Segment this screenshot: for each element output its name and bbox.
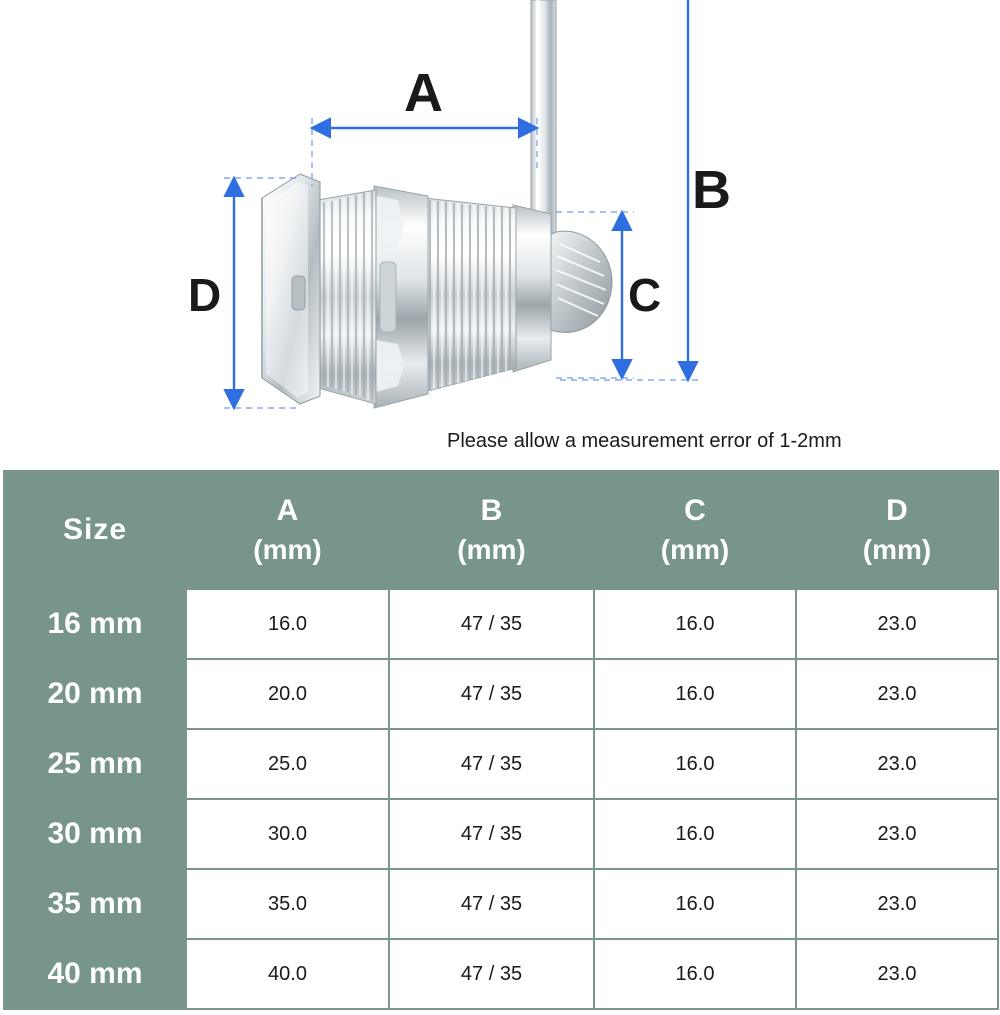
- dimension-label-c: C: [628, 269, 662, 321]
- row-value-b: 47 / 35: [389, 589, 594, 659]
- header-col-a-unit: (mm): [253, 534, 322, 566]
- table-row: [4, 589, 998, 659]
- header-col-c-unit: (mm): [660, 534, 730, 566]
- product-dimension-diagram: [0, 0, 1000, 470]
- header-col-c-letter: C: [684, 493, 706, 527]
- row-value-d: 23.0: [796, 589, 998, 659]
- header-col-d-unit: (mm): [862, 534, 932, 566]
- header-col-d: [796, 471, 998, 589]
- lock-illustration: [0, 0, 1000, 470]
- row-size: 16 mm: [4, 589, 186, 659]
- row-value-a: 30.0: [186, 799, 389, 869]
- header-size: Size: [4, 471, 186, 589]
- header-col-a-letter: A: [276, 493, 299, 527]
- table-body: [4, 589, 998, 1009]
- row-value-d: 23.0: [796, 799, 998, 869]
- row-value-c: 16.0: [594, 659, 796, 729]
- row-size: 40 mm: [4, 939, 186, 1009]
- row-size: 20 mm: [4, 659, 186, 729]
- header-row: [4, 471, 998, 589]
- row-value-c: 16.0: [594, 939, 796, 1009]
- table-row: [4, 939, 998, 1009]
- row-value-a: 20.0: [186, 659, 389, 729]
- row-value-d: 23.0: [796, 659, 998, 729]
- row-value-d: 23.0: [796, 939, 998, 1009]
- dimension-label-a: A: [404, 63, 443, 123]
- row-value-b: 47 / 35: [389, 659, 594, 729]
- header-col-b: [389, 471, 594, 589]
- row-size: 35 mm: [4, 869, 186, 939]
- row-value-b: 47 / 35: [389, 729, 594, 799]
- table-row: [4, 869, 998, 939]
- row-size: 30 mm: [4, 799, 186, 869]
- row-value-b: 47 / 35: [389, 939, 594, 1009]
- row-value-b: 47 / 35: [389, 799, 594, 869]
- table-row: [4, 729, 998, 799]
- header-col-a: [186, 471, 389, 589]
- row-value-c: 16.0: [594, 869, 796, 939]
- row-value-a: 16.0: [186, 589, 389, 659]
- row-value-c: 16.0: [594, 799, 796, 869]
- header-col-c: [594, 471, 796, 589]
- size-specification-table: [3, 470, 999, 1010]
- header-col-d-letter: D: [886, 493, 908, 527]
- row-size: 25 mm: [4, 729, 186, 799]
- row-value-d: 23.0: [796, 869, 998, 939]
- measurement-error-note: Please allow a measurement error of 1-2mm: [447, 430, 842, 452]
- table-row: [4, 799, 998, 869]
- row-value-a: 25.0: [186, 729, 389, 799]
- table-row: [4, 659, 998, 729]
- dimension-label-d: D: [188, 269, 222, 321]
- row-value-d: 23.0: [796, 729, 998, 799]
- row-value-c: 16.0: [594, 589, 796, 659]
- row-value-c: 16.0: [594, 729, 796, 799]
- header-col-b-unit: (mm): [457, 534, 526, 566]
- row-value-a: 40.0: [186, 939, 389, 1009]
- dimension-label-b: B: [692, 160, 731, 220]
- row-value-b: 47 / 35: [389, 869, 594, 939]
- table-header: [4, 471, 998, 589]
- header-col-b-letter: B: [480, 493, 503, 527]
- row-value-a: 35.0: [186, 869, 389, 939]
